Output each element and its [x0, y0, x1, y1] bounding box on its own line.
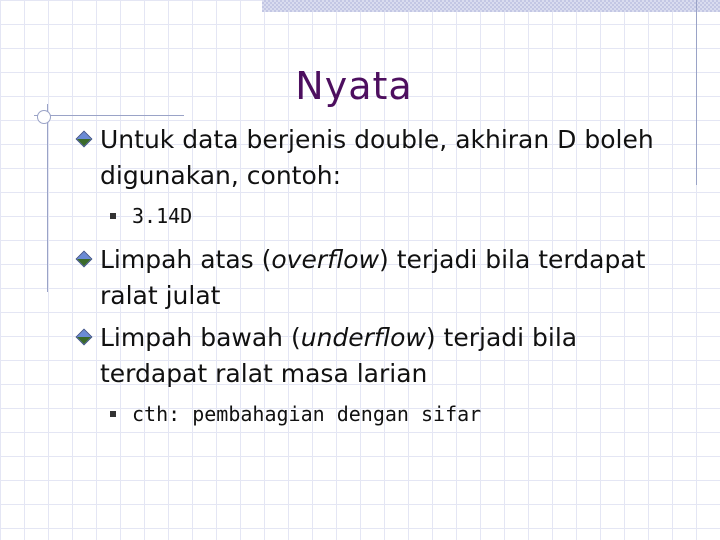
sub-bullet-item [78, 398, 678, 430]
decorative-circle-icon [37, 110, 51, 124]
slide-title: Nyata [295, 64, 413, 108]
decorative-horizontal-line [34, 115, 184, 116]
bullet-text-emphasis: overflow [271, 245, 380, 274]
square-bullet-icon [110, 411, 116, 417]
bullet-text-suffix: ) terjadi bila terdapat ralat masa larian [100, 323, 578, 388]
bullet-text: Untuk data berjenis double, akhiran D boleh digunakan, contoh: [100, 125, 654, 190]
bullet-text-prefix: Limpah bawah ( [100, 323, 301, 352]
square-bullet-icon [110, 213, 116, 219]
bullet-item [78, 122, 678, 194]
bullet-text-suffix: ) terjadi bila terdapat ralat julat [100, 245, 646, 310]
diamond-bullet-icon [76, 131, 93, 148]
bullet-item [78, 320, 678, 392]
bullet-item [78, 242, 678, 314]
slide-content [78, 122, 678, 440]
decorative-vertical-line [47, 104, 48, 292]
sub-bullet-item [78, 200, 678, 232]
sub-bullet-text: cth: pembahagian dengan sifar [132, 402, 482, 426]
diamond-bullet-icon [76, 329, 93, 346]
bullet-text-prefix: Limpah atas ( [100, 245, 272, 274]
diamond-bullet-icon [76, 251, 93, 268]
bullet-text-emphasis: underflow [300, 323, 426, 352]
sub-bullet-text: 3.14D [132, 204, 193, 228]
decorative-top-strip [262, 0, 720, 12]
